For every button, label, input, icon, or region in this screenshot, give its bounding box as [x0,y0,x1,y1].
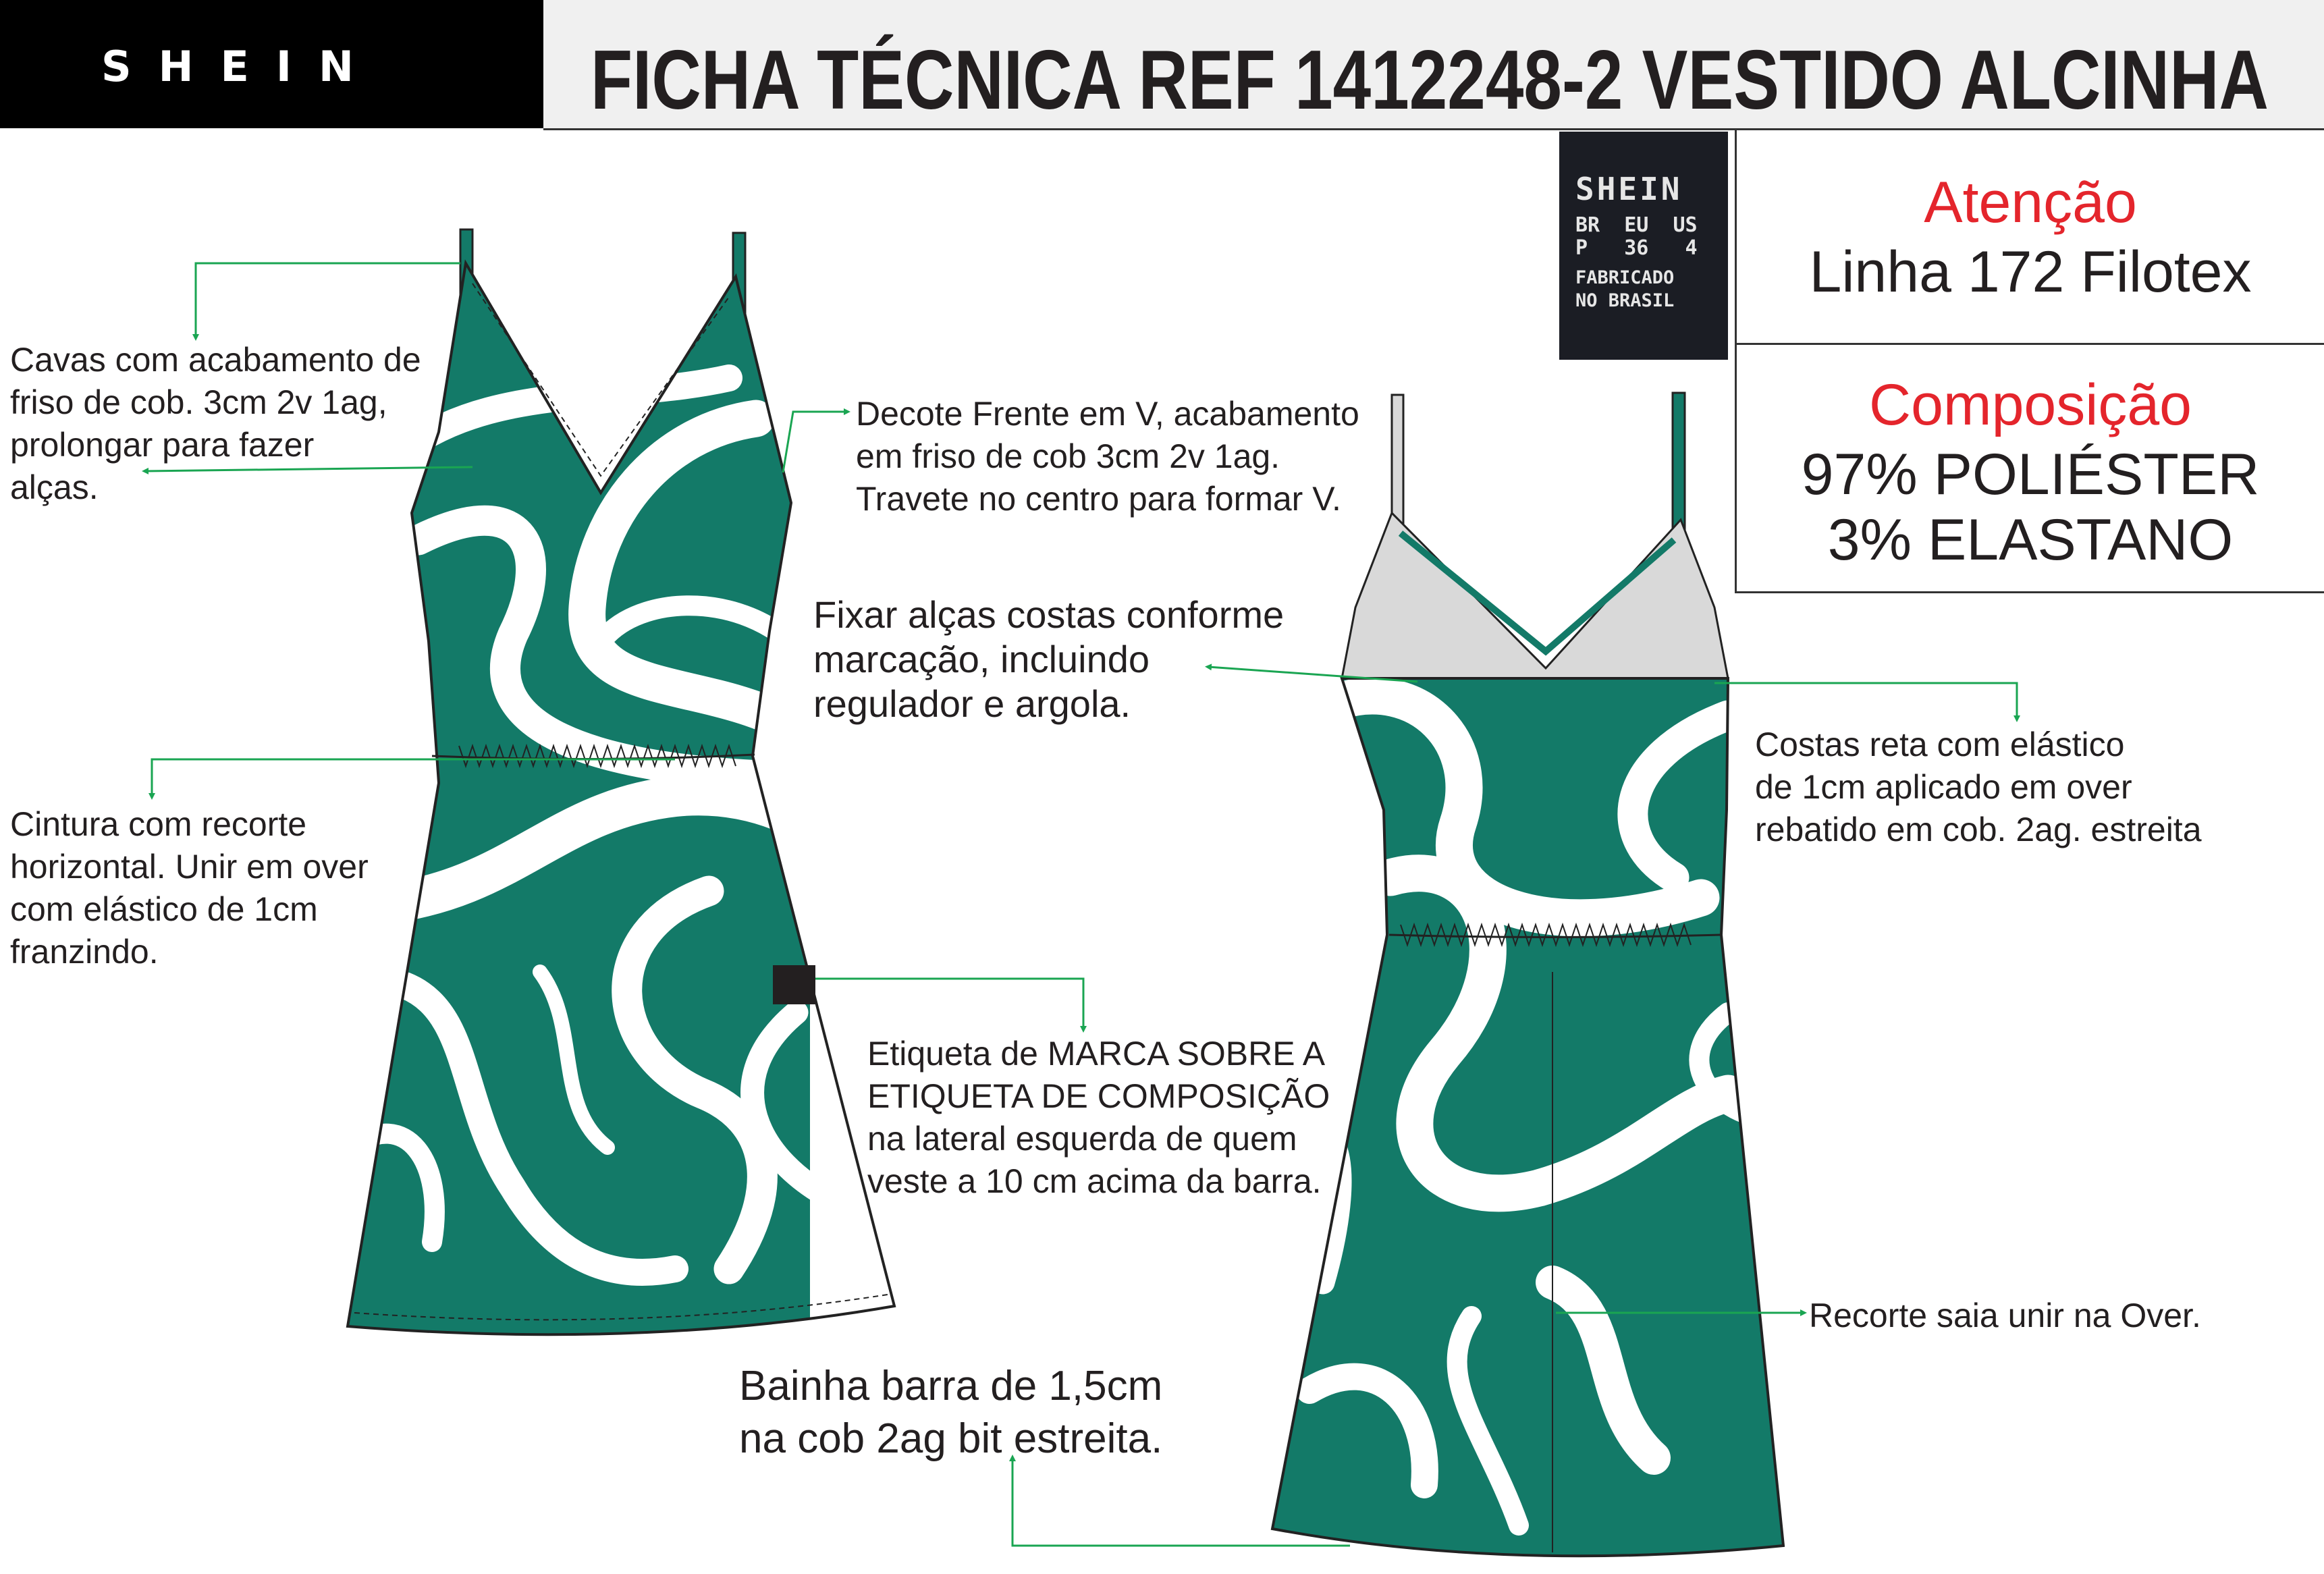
back-dress [1262,393,1802,1566]
composition-line-1: 97% POLIÉSTER [1801,442,2260,507]
note-costas: Costas reta com elástico de 1cm aplicado em over rebatido em cob. 2ag. estreita [1755,726,2202,848]
page-title: FICHA TÉCNICA REF 1412248-2 VESTIDO ALCINHA [591,34,2269,127]
composition-line-2: 3% ELASTANO [1827,508,2234,572]
note-etiqueta: Etiqueta de MARCA SOBRE A ETIQUETA DE COMPOSIÇÃO na lateral esquerda de quem veste a 10 cm acima da barra. [867,1035,1330,1200]
note-cintura: Cintura com recorte horizontal. Unir em over com elástico de 1cm franzindo. [10,805,369,971]
note-recorte: Recorte saia unir na Over. [1809,1297,2201,1334]
brand-label-marker [773,965,815,1004]
note-bainha: Bainha barra de 1,5cm na cob 2ag bit estreita. [739,1363,1163,1462]
label-sizes: BR EU US P 36 4 [1575,213,1698,260]
note-fixar-alcas: Fixar alças costas conforme marcação, incluindo regulador e argola. [813,593,1285,725]
attention-text: Linha 172 Filotex [1809,240,2252,304]
attention-heading: Atenção [1924,170,2137,235]
composition-heading: Composição [1869,373,2192,437]
brand-logo: SHEIN [101,42,381,91]
composition-box [1735,343,2324,593]
label-origin: FABRICADO NO BRASIL [1575,267,1675,311]
front-dress [337,229,894,1350]
label-brand: SHEIN [1575,171,1683,207]
attention-box [1735,128,2324,345]
note-cavas: Cavas com acabamento de friso de cob. 3cm 2v 1ag, prolongar para fazer alças. [10,341,421,506]
label-tag-image [1559,132,1728,360]
note-decote: Decote Frente em V, acabamento em friso de cob 3cm 2v 1ag. Travete no centro para formar V. [856,395,1359,518]
